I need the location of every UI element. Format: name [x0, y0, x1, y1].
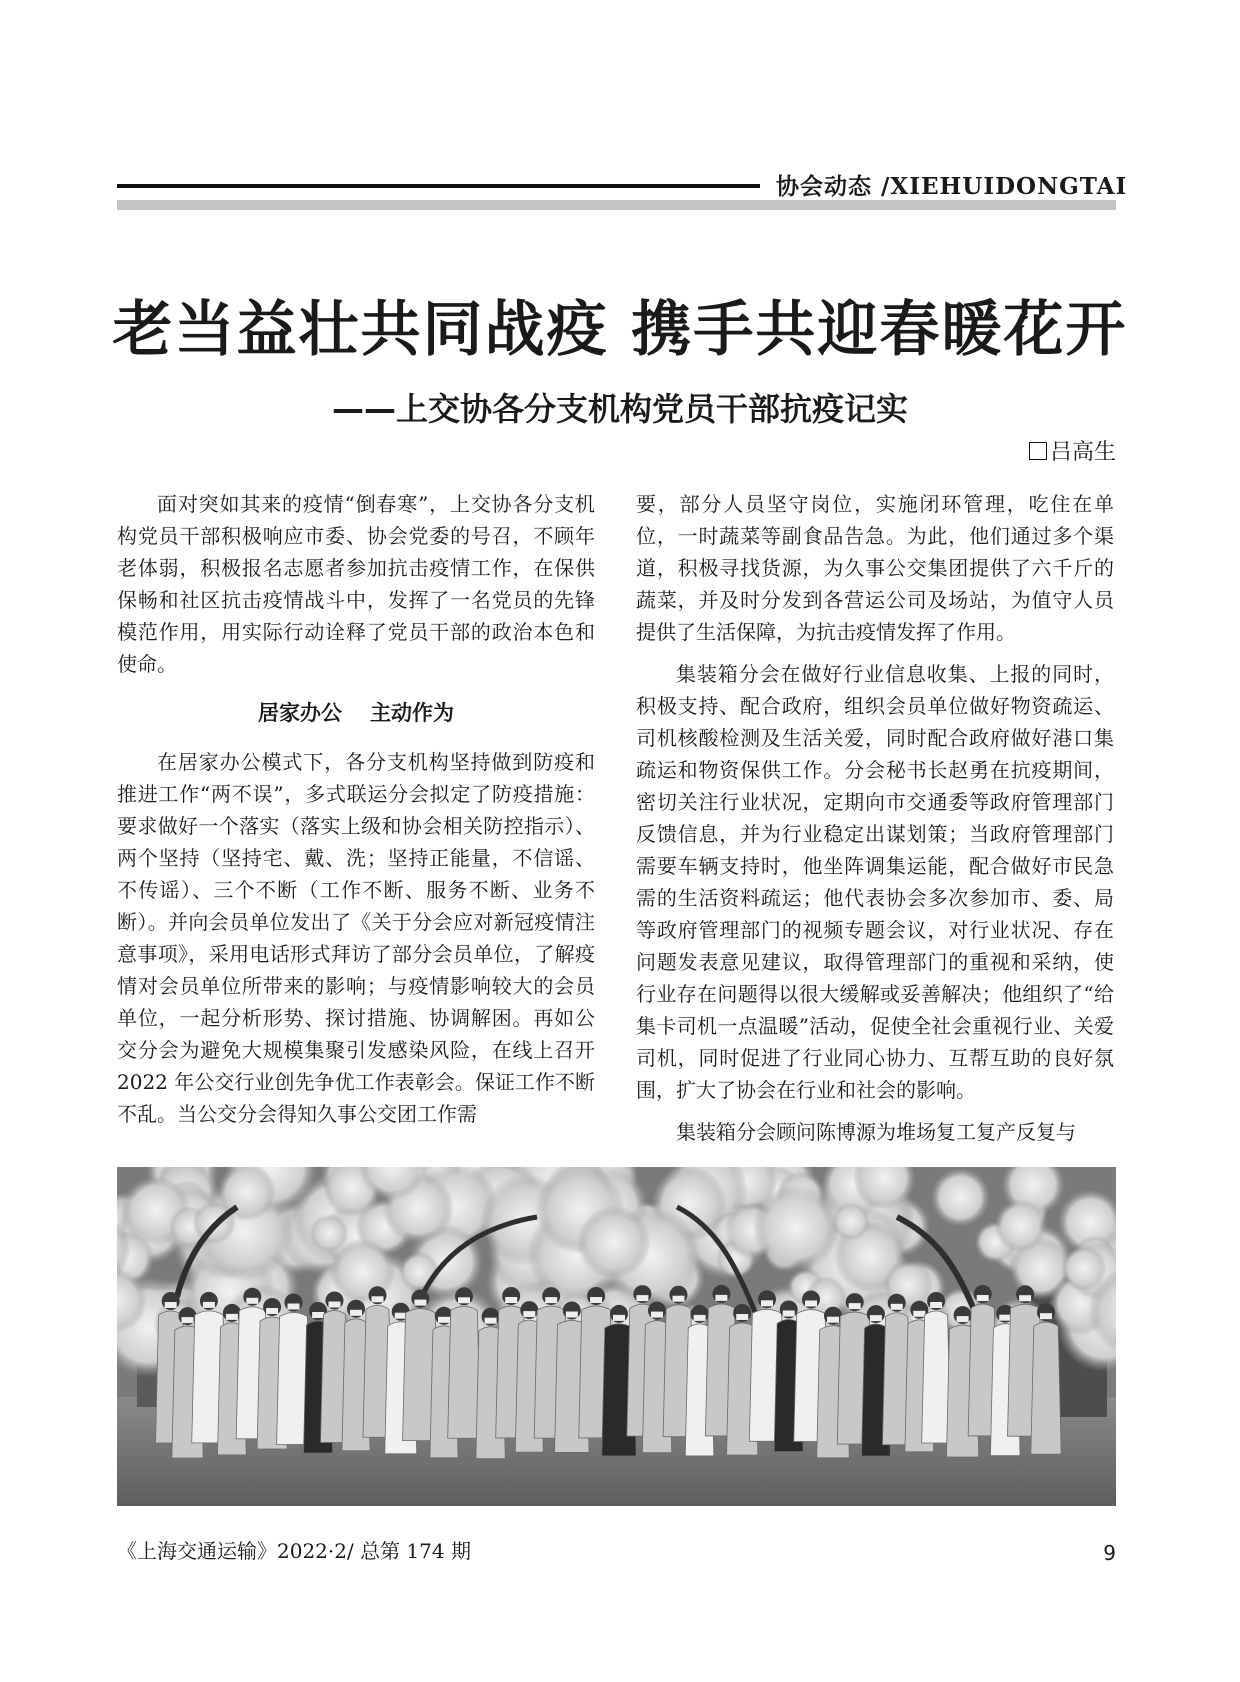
- right-column: [636, 488, 1114, 1148]
- group-photo-illustration: [117, 1167, 1116, 1506]
- body-paragraph: 要，部分人员坚守岗位，实施闭环管理，吃住在单位，一时蔬菜等副食品告急。为此，他们通过多个渠道，积极寻找货源，为久事公交集团提供了六千斤的蔬菜，并及时分发到各营运公司及场站，为值守人员提供了生活保障，为抗击疫情发挥了作用。: [636, 492, 1114, 644]
- body-paragraph: 集装箱分会在做好行业信息收集、上报的同时，积极支持、配合政府，组织会员单位做好物资疏运、司机核酸检测及生活关爱，同时配合政府做好港口集疏运和物资保供工作。分会秘书长赵勇在抗疫期间，密切关注行业状况，定期向市交通委等政府管理部门反馈信息，并为行业稳定出谋划策；当政府管理部门需要车辆支持时，他坐阵调集运能，配合做好市民急需的生活资料疏运；他代表协会多次参加市、委、局等政府管理部门的视频专题会议，对行业状况、存在问题发表意见建议，取得管理部门的重视和采纳，使行业存在问题得以很大缓解或妥善解决；他组织了“给集卡司机一点温暖”活动，促使全社会重视行业、关爱司机，同时促进了行业同心协力、互帮互助的良好氛围，扩大了协会在行业和社会的影响。: [636, 662, 1114, 1102]
- left-column: [117, 488, 595, 1130]
- section-label: 协会动态 /XIEHUIDONGTAI: [776, 173, 1128, 200]
- article-subtitle: ——上交协各分支机构党员干部抗疫记实: [331, 390, 908, 428]
- intro-paragraph: 面对突如其来的疫情“倒春寒”，上交协各分支机构党员干部积极响应市委、协会党委的号召，不顾年老体弱，积极报名志愿者参加抗击疫情工作，在保供保畅和社区抗击疫情战斗中，发挥了一名党员的先锋模范作用，用实际行动诠释了党员干部的政治本色和使命。: [117, 492, 595, 676]
- page-number: 9: [1103, 1541, 1116, 1565]
- header-gray-bar: [117, 200, 1116, 210]
- section-heading-part-2: 主动作为: [370, 701, 454, 725]
- body-paragraph: 在居家办公模式下，各分支机构坚持做到防疫和推进工作“两不误”，多式联运分会拟定了防疫措施：要求做好一个落实（落实上级和协会相关防控指示）、两个坚持（坚持宅、戴、洗；坚持正能量，不信谣、不传谣）、三个不断（工作不断、服务不断、业务不断）。并向会员单位发出了《关于分会应对新冠疫情注意事项》，采用电话形式拜访了部分会员单位，了解疫情对会员单位所带来的影响；与疫情影响较大的会员单位，一起分析形势、探讨措施、协调解困。再如公交分会为避免大规模集聚引发感染风险，在线上召开 2022 年公交行业创先争优工作表彰会。保证工作不断不乱。当公交分会得知久事公交团工作需: [117, 750, 595, 1126]
- author-byline: [1000, 436, 1116, 470]
- section-heading: [117, 696, 595, 730]
- author-name: 吕高生: [1049, 440, 1116, 465]
- byline-box-icon: [1029, 442, 1047, 460]
- section-heading-part-1: 居家办公: [258, 701, 342, 725]
- body-paragraph: 集装箱分会顾问陈博源为堆场复工复产反复与: [676, 1120, 1076, 1144]
- group-photo: [117, 1167, 1116, 1506]
- article-title: 老当益壮共同战疫 携手共迎春暖花开: [112, 295, 1128, 365]
- journal-citation: 《上海交通运输》2022·2/ 总第 174 期: [117, 1539, 471, 1563]
- header-rule: [117, 184, 760, 188]
